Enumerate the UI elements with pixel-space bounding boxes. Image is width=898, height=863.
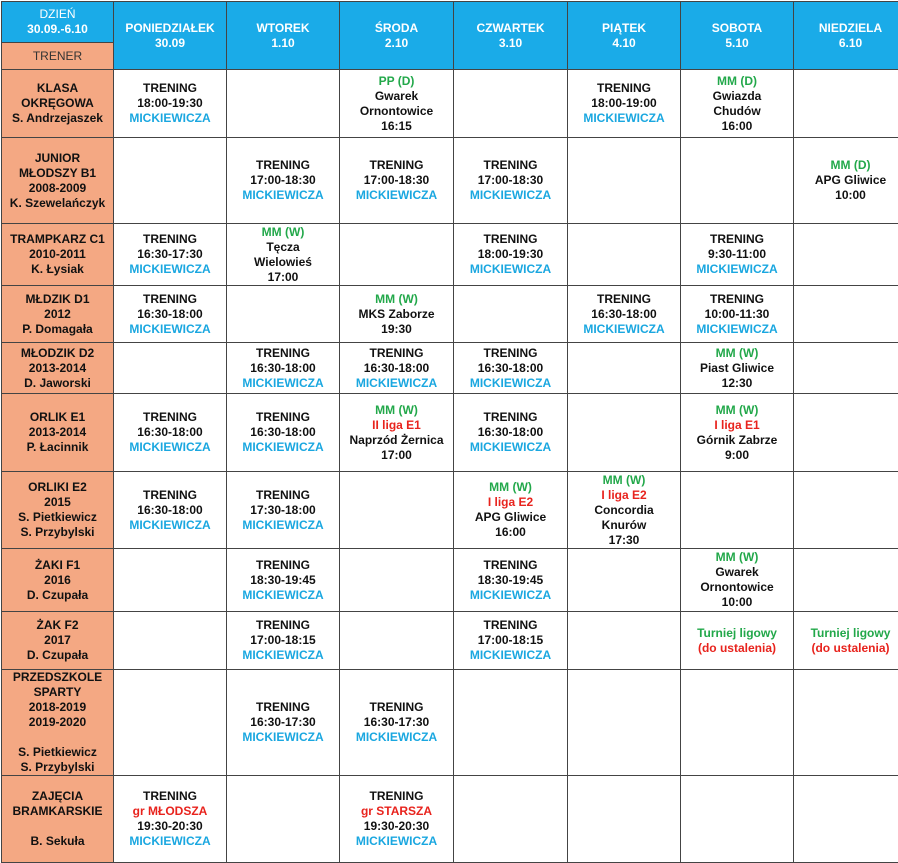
event-line: MM (W) — [342, 403, 451, 418]
schedule-cell — [681, 472, 794, 549]
event-line: MICKIEWICZA — [570, 111, 678, 126]
team-cell — [2, 549, 114, 612]
event-line: TRENING — [342, 789, 451, 804]
schedule-cell — [227, 670, 340, 776]
event-line: MM (D) — [796, 158, 898, 173]
event-line: MICKIEWICZA — [683, 262, 791, 277]
day-header-saturday — [681, 2, 794, 70]
event-line: TRENING — [116, 292, 224, 307]
schedule-cell — [454, 394, 568, 472]
event-line: TRENING — [229, 158, 337, 173]
schedule-cell — [227, 612, 340, 670]
event-line: (do ustalenia) — [683, 641, 791, 656]
schedule-cell — [794, 286, 898, 343]
event-line: TRENING — [456, 346, 565, 361]
event-line: 16:30-18:00 — [229, 425, 337, 440]
event-line: 10:00 — [796, 188, 898, 203]
schedule-row — [2, 343, 898, 394]
schedule-cell — [114, 776, 227, 863]
schedule-cell — [568, 343, 681, 394]
event-line: MICKIEWICZA — [342, 834, 451, 849]
day-header-wednesday — [340, 2, 454, 70]
schedule-cell — [681, 70, 794, 138]
event-line: Ornontowice — [342, 104, 451, 119]
event-line: TRENING — [229, 410, 337, 425]
event-line: 10:00-11:30 — [683, 307, 791, 322]
event-line: 10:00 — [683, 595, 791, 610]
event-line: I liga E2 — [570, 488, 678, 503]
event-line: MICKIEWICZA — [342, 188, 451, 203]
schedule-cell — [681, 138, 794, 224]
event-line: Górnik Zabrze — [683, 433, 791, 448]
team-line: 2015 — [4, 495, 111, 510]
schedule-cell — [681, 343, 794, 394]
event-line: MICKIEWICZA — [116, 322, 224, 337]
event-line: TRENING — [229, 346, 337, 361]
event-line: MM (W) — [683, 346, 791, 361]
team-cell — [2, 70, 114, 138]
event-line: Knurów — [570, 518, 678, 533]
event-line: TRENING — [342, 346, 451, 361]
schedule-cell — [568, 472, 681, 549]
event-line: MM (W) — [683, 403, 791, 418]
schedule-cell — [227, 776, 340, 863]
schedule-cell — [340, 138, 454, 224]
team-cell — [2, 286, 114, 343]
event-line: Chudów — [683, 104, 791, 119]
schedule-cell — [681, 549, 794, 612]
event-line: TRENING — [683, 292, 791, 307]
schedule-cell — [340, 472, 454, 549]
event-line: Gwarek — [683, 565, 791, 580]
team-line: MŁODSZY B1 — [4, 166, 111, 181]
event-line: TRENING — [116, 789, 224, 804]
schedule-row — [2, 394, 898, 472]
event-line: 16:30-18:00 — [116, 503, 224, 518]
schedule-cell — [340, 70, 454, 138]
event-line: I liga E2 — [456, 495, 565, 510]
schedule-row — [2, 670, 898, 776]
schedule-cell — [681, 612, 794, 670]
team-line: D. Czupała — [4, 588, 111, 603]
schedule-cell — [454, 776, 568, 863]
team-cell — [2, 776, 114, 863]
event-line: 16:30-18:00 — [116, 425, 224, 440]
event-line: Wielowieś — [229, 255, 337, 270]
schedule-cell — [227, 138, 340, 224]
event-line: TRENING — [116, 232, 224, 247]
event-line: MICKIEWICZA — [456, 440, 565, 455]
event-line: 19:30-20:30 — [116, 819, 224, 834]
team-line: S. Przybylski — [4, 525, 111, 540]
event-line: 16:00 — [456, 525, 565, 540]
event-line: 18:30-19:45 — [456, 573, 565, 588]
schedule-cell — [681, 224, 794, 286]
schedule-cell — [114, 612, 227, 670]
event-line: MM (W) — [342, 292, 451, 307]
team-line: 2008-2009 — [4, 181, 111, 196]
event-line: MM (D) — [683, 74, 791, 89]
schedule-cell — [454, 343, 568, 394]
team-cell — [2, 670, 114, 776]
team-line: 2019-2020 — [4, 715, 111, 730]
day-name: PIĄTEK — [570, 21, 678, 36]
event-line: MICKIEWICZA — [116, 262, 224, 277]
day-name: PONIEDZIAŁEK — [116, 21, 224, 36]
schedule-cell — [340, 612, 454, 670]
team-line: TRAMPKARZ C1 — [4, 232, 111, 247]
event-line: 18:00-19:00 — [570, 96, 678, 111]
schedule-cell — [568, 286, 681, 343]
event-line: 9:30-11:00 — [683, 247, 791, 262]
team-line: P. Domagała — [4, 322, 111, 337]
schedule-cell — [568, 670, 681, 776]
event-line: MM (W) — [456, 480, 565, 495]
schedule-row — [2, 70, 898, 138]
team-line — [4, 819, 111, 834]
day-date: 1.10 — [229, 36, 337, 51]
team-line: BRAMKARSKIE — [4, 804, 111, 819]
schedule-row — [2, 612, 898, 670]
event-line: II liga E1 — [342, 418, 451, 433]
event-line: MICKIEWICZA — [683, 322, 791, 337]
schedule-cell — [794, 138, 898, 224]
event-line: Gwiazda — [683, 89, 791, 104]
event-line: MICKIEWICZA — [229, 648, 337, 663]
event-line: TRENING — [229, 558, 337, 573]
schedule-row — [2, 776, 898, 863]
team-line: KLASA — [4, 81, 111, 96]
day-date: 3.10 — [456, 36, 565, 51]
day-date: 4.10 — [570, 36, 678, 51]
event-line: TRENING — [116, 81, 224, 96]
event-line: MICKIEWICZA — [456, 648, 565, 663]
schedule-cell — [454, 138, 568, 224]
schedule-cell — [227, 343, 340, 394]
schedule-cell — [454, 286, 568, 343]
event-line: MICKIEWICZA — [456, 262, 565, 277]
event-line: MICKIEWICZA — [570, 322, 678, 337]
event-line: MICKIEWICZA — [456, 376, 565, 391]
schedule-cell — [794, 612, 898, 670]
event-line: MICKIEWICZA — [342, 730, 451, 745]
event-line: MICKIEWICZA — [456, 188, 565, 203]
event-line: MM (W) — [683, 550, 791, 565]
team-line: ZAJĘCIA — [4, 789, 111, 804]
schedule-cell — [794, 472, 898, 549]
schedule-cell — [340, 670, 454, 776]
schedule-cell — [681, 286, 794, 343]
event-line: 17:00-18:30 — [229, 173, 337, 188]
event-line: TRENING — [456, 232, 565, 247]
schedule-row — [2, 286, 898, 343]
event-line: TRENING — [342, 158, 451, 173]
schedule-cell — [568, 394, 681, 472]
event-line: 16:30-17:30 — [116, 247, 224, 262]
event-line: Gwarek — [342, 89, 451, 104]
schedule-row — [2, 138, 898, 224]
event-line: 17:00 — [342, 448, 451, 463]
team-cell — [2, 472, 114, 549]
event-line: Turniej ligowy — [683, 626, 791, 641]
event-line: TRENING — [570, 81, 678, 96]
event-line: TRENING — [456, 618, 565, 633]
schedule-cell — [114, 70, 227, 138]
corner-dates: 30.09.-6.10 — [4, 22, 111, 37]
schedule-cell — [568, 776, 681, 863]
event-line: 18:00-19:30 — [116, 96, 224, 111]
day-name: SOBOTA — [683, 21, 791, 36]
team-line: ORLIKI E2 — [4, 480, 111, 495]
team-line: OKRĘGOWA — [4, 96, 111, 111]
event-line: 16:30-18:00 — [116, 307, 224, 322]
team-cell — [2, 394, 114, 472]
schedule-cell — [114, 343, 227, 394]
schedule-row — [2, 224, 898, 286]
team-line: 2013-2014 — [4, 425, 111, 440]
event-line: 19:30-20:30 — [342, 819, 451, 834]
team-line: S. Pietkiewicz — [4, 745, 111, 760]
team-line: 2010-2011 — [4, 247, 111, 262]
event-line: 16:30-18:00 — [229, 361, 337, 376]
schedule-cell — [340, 549, 454, 612]
event-line: gr STARSZA — [342, 804, 451, 819]
schedule-row — [2, 472, 898, 549]
event-line: MM (W) — [570, 473, 678, 488]
schedule-cell — [227, 70, 340, 138]
team-cell — [2, 224, 114, 286]
day-name: ŚRODA — [342, 21, 451, 36]
event-line: (do ustalenia) — [796, 641, 898, 656]
schedule-cell — [794, 776, 898, 863]
day-header-friday — [568, 2, 681, 70]
event-line: TRENING — [229, 618, 337, 633]
schedule-cell — [568, 224, 681, 286]
event-line: I liga E1 — [683, 418, 791, 433]
event-line: Tęcza — [229, 240, 337, 255]
event-line: 17:00-18:30 — [342, 173, 451, 188]
event-line: Piast Gliwice — [683, 361, 791, 376]
event-line: MICKIEWICZA — [116, 518, 224, 533]
event-line: 16:00 — [683, 119, 791, 134]
team-line: PRZEDSZKOLE — [4, 670, 111, 685]
team-line: 2012 — [4, 307, 111, 322]
schedule-cell — [681, 670, 794, 776]
event-line: 9:00 — [683, 448, 791, 463]
event-line: TRENING — [456, 558, 565, 573]
event-line: TRENING — [456, 158, 565, 173]
event-line: 16:30-18:00 — [342, 361, 451, 376]
schedule-cell — [114, 286, 227, 343]
event-line: 17:30-18:00 — [229, 503, 337, 518]
team-line — [4, 730, 111, 745]
schedule-cell — [114, 549, 227, 612]
schedule-cell — [794, 549, 898, 612]
schedule-cell — [227, 394, 340, 472]
event-line: TRENING — [116, 488, 224, 503]
event-line: TRENING — [342, 700, 451, 715]
corner-trener-cell: TRENER — [2, 43, 114, 70]
team-line: ŻAK F2 — [4, 618, 111, 633]
event-line: MICKIEWICZA — [229, 588, 337, 603]
event-line: MICKIEWICZA — [229, 518, 337, 533]
schedule-cell — [681, 394, 794, 472]
schedule-cell — [568, 549, 681, 612]
schedule-cell — [454, 224, 568, 286]
event-line: gr MŁODSZA — [116, 804, 224, 819]
event-line: TRENING — [229, 488, 337, 503]
day-date: 5.10 — [683, 36, 791, 51]
event-line: APG Gliwice — [456, 510, 565, 525]
event-line: MICKIEWICZA — [229, 730, 337, 745]
event-line: MM (W) — [229, 225, 337, 240]
event-line: 18:00-19:30 — [456, 247, 565, 262]
team-line: S. Pietkiewicz — [4, 510, 111, 525]
event-line: 16:30-18:00 — [570, 307, 678, 322]
event-line: MICKIEWICZA — [229, 188, 337, 203]
event-line: 16:30-18:00 — [456, 361, 565, 376]
schedule-cell — [454, 612, 568, 670]
team-line: B. Sekuła — [4, 834, 111, 849]
schedule-cell — [794, 224, 898, 286]
schedule-cell — [568, 612, 681, 670]
event-line: 17:00-18:30 — [456, 173, 565, 188]
team-line: ŻAKI F1 — [4, 558, 111, 573]
day-header-thursday — [454, 2, 568, 70]
schedule-cell — [794, 70, 898, 138]
event-line: Turniej ligowy — [796, 626, 898, 641]
schedule-cell — [454, 70, 568, 138]
event-line: 17:30 — [570, 533, 678, 548]
team-line: 2018-2019 — [4, 700, 111, 715]
event-line: MICKIEWICZA — [116, 111, 224, 126]
header-row — [2, 2, 898, 43]
team-line: D. Czupała — [4, 648, 111, 663]
event-line: TRENING — [116, 410, 224, 425]
schedule-cell — [114, 394, 227, 472]
team-line: 2013-2014 — [4, 361, 111, 376]
event-line: Ornontowice — [683, 580, 791, 595]
team-line: 2016 — [4, 573, 111, 588]
event-line: APG Gliwice — [796, 173, 898, 188]
day-name: WTOREK — [229, 21, 337, 36]
event-line: 18:30-19:45 — [229, 573, 337, 588]
day-header-sunday — [794, 2, 898, 70]
event-line: 19:30 — [342, 322, 451, 337]
schedule-cell — [454, 549, 568, 612]
day-date: 2.10 — [342, 36, 451, 51]
event-line: 17:00-18:15 — [229, 633, 337, 648]
event-line: PP (D) — [342, 74, 451, 89]
event-line: MICKIEWICZA — [116, 440, 224, 455]
corner-title: DZIEŃ — [4, 7, 111, 22]
corner-day-cell — [2, 2, 114, 43]
event-line: MICKIEWICZA — [456, 588, 565, 603]
schedule-cell — [794, 394, 898, 472]
team-line: 2017 — [4, 633, 111, 648]
team-line: S. Andrzejaszek — [4, 111, 111, 126]
team-line: S. Przybylski — [4, 760, 111, 775]
event-line: 17:00 — [229, 270, 337, 285]
day-date: 6.10 — [796, 36, 898, 51]
team-line: ORLIK E1 — [4, 410, 111, 425]
schedule-cell — [340, 776, 454, 863]
day-header-tuesday — [227, 2, 340, 70]
schedule-cell — [340, 286, 454, 343]
team-cell — [2, 343, 114, 394]
schedule-cell — [227, 286, 340, 343]
day-header-monday — [114, 2, 227, 70]
schedule-cell — [454, 670, 568, 776]
event-line: TRENING — [456, 410, 565, 425]
event-line: TRENING — [683, 232, 791, 247]
team-cell — [2, 138, 114, 224]
event-line: 16:30-17:30 — [229, 715, 337, 730]
schedule-cell — [114, 224, 227, 286]
event-line: MKS Zaborze — [342, 307, 451, 322]
event-line: TRENING — [229, 700, 337, 715]
schedule-cell — [340, 394, 454, 472]
team-line: MŁODZIK D2 — [4, 346, 111, 361]
event-line: 16:30-17:30 — [342, 715, 451, 730]
team-cell — [2, 612, 114, 670]
event-line: MICKIEWICZA — [342, 376, 451, 391]
schedule-cell — [114, 472, 227, 549]
team-line: SPARTY — [4, 685, 111, 700]
team-line: K. Szewelańczyk — [4, 196, 111, 211]
day-date: 30.09 — [116, 36, 224, 51]
event-line: 16:30-18:00 — [456, 425, 565, 440]
team-line: D. Jaworski — [4, 376, 111, 391]
event-line: TRENING — [570, 292, 678, 307]
schedule-cell — [227, 549, 340, 612]
schedule-cell — [114, 670, 227, 776]
schedule-cell — [227, 224, 340, 286]
schedule-cell — [568, 138, 681, 224]
event-line: Naprzód Żernica — [342, 433, 451, 448]
event-line: Concordia — [570, 503, 678, 518]
schedule-cell — [568, 70, 681, 138]
weekly-schedule-table — [1, 1, 898, 863]
schedule-cell — [227, 472, 340, 549]
schedule-cell — [681, 776, 794, 863]
day-name: CZWARTEK — [456, 21, 565, 36]
event-line: MICKIEWICZA — [116, 834, 224, 849]
event-line: 12:30 — [683, 376, 791, 391]
team-line: P. Łacinnik — [4, 440, 111, 455]
schedule-cell — [794, 670, 898, 776]
schedule-cell — [340, 224, 454, 286]
schedule-cell — [794, 343, 898, 394]
event-line: MICKIEWICZA — [229, 440, 337, 455]
event-line: 17:00-18:15 — [456, 633, 565, 648]
event-line: 16:15 — [342, 119, 451, 134]
schedule-cell — [114, 138, 227, 224]
team-line: MŁDZIK D1 — [4, 292, 111, 307]
schedule-row — [2, 549, 898, 612]
event-line: MICKIEWICZA — [229, 376, 337, 391]
day-name: NIEDZIELA — [796, 21, 898, 36]
team-line: K. Łysiak — [4, 262, 111, 277]
team-line: JUNIOR — [4, 151, 111, 166]
schedule-cell — [340, 343, 454, 394]
schedule-cell — [454, 472, 568, 549]
